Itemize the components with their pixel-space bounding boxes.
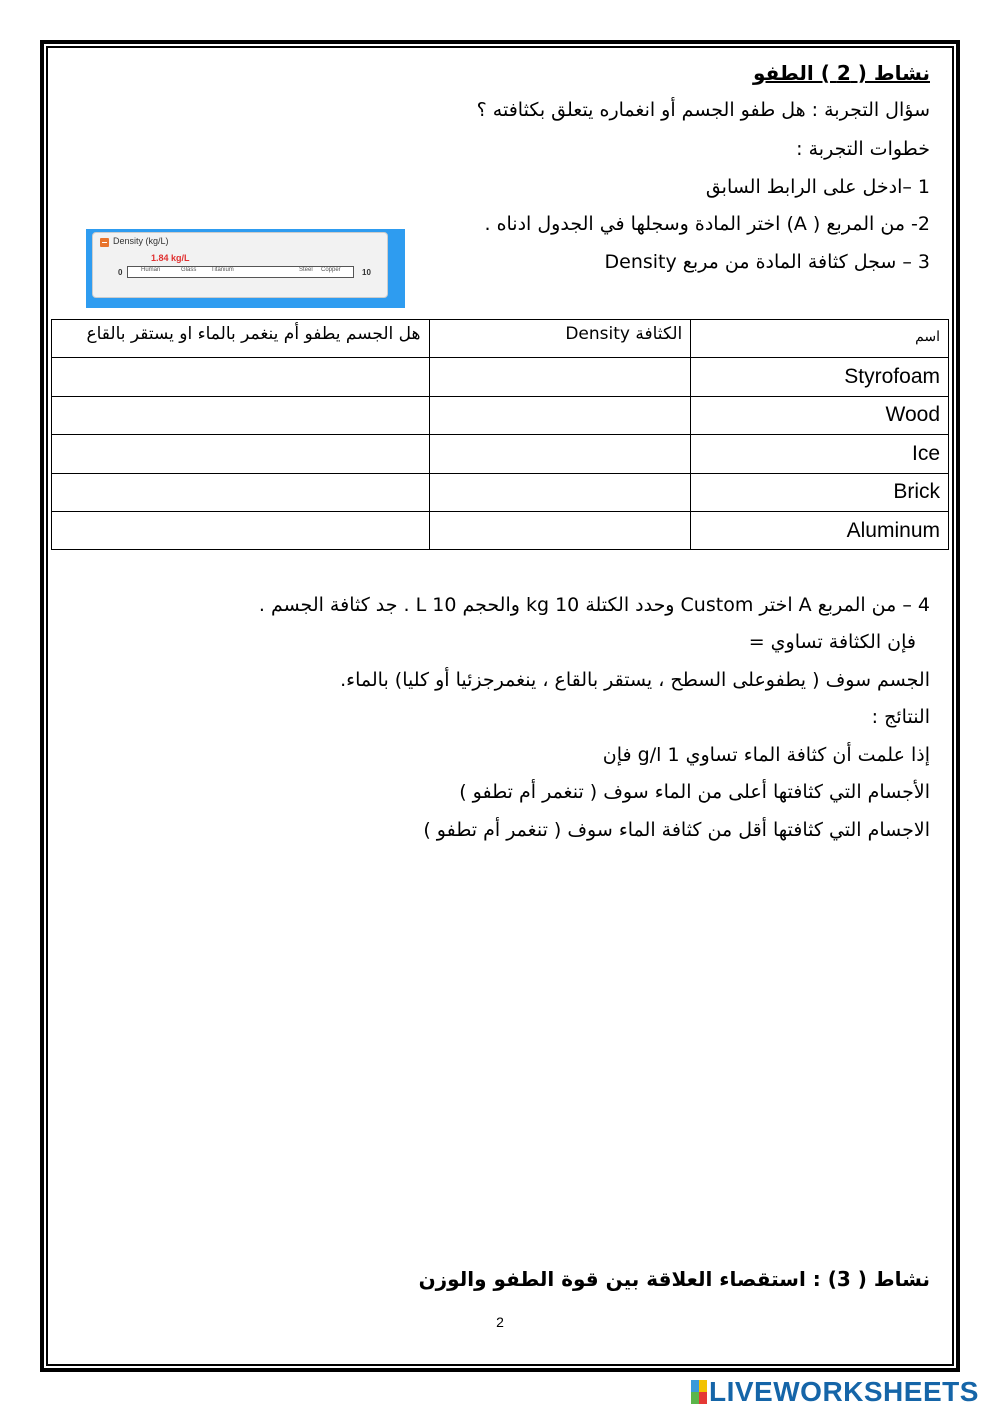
result-answer-cell[interactable] — [52, 435, 430, 473]
activity2-title: نشاط ( 2 ) الطفو — [753, 61, 930, 85]
experiment-question: سؤال التجربة : هل طفو الجسم أو انغماره يتعلق بكثافته ؟ — [476, 99, 930, 121]
table-row — [52, 358, 949, 396]
result-answer-cell[interactable] — [52, 511, 430, 549]
table-header-row — [52, 320, 949, 358]
brand-name: LIVEWORKSHEETS — [709, 1376, 979, 1407]
result-answer-cell[interactable] — [52, 358, 430, 396]
density-widget-screenshot — [86, 229, 405, 308]
results-heading: النتائج : — [871, 706, 930, 728]
scale-tick-label: Human — [141, 267, 161, 273]
results-lower-density: الاجسام التي كثافتها أقل من كثافة الماء سوف ( تنغمر أم تطفو ) — [423, 819, 930, 841]
header-density: الكثافة Density — [429, 320, 691, 358]
activity3-title: نشاط ( 3) : استقصاء العلاقة بين قوة الطفو والوزن — [418, 1267, 930, 1291]
material-name: Brick — [691, 473, 949, 511]
material-name: Styrofoam — [691, 358, 949, 396]
density-answer-cell[interactable] — [429, 473, 691, 511]
step-4-density-result: فإن الكثافة تساوي = — [748, 631, 916, 653]
scale-max: 10 — [362, 268, 371, 277]
step-3: 3 – سجل كثافة المادة من مربع Density — [604, 251, 930, 273]
results-water-density: إذا علمت أن كثافة الماء تساوي 1 g/l فإن — [602, 744, 930, 766]
header-name: اسم — [691, 320, 949, 358]
step-1: 1 –ادخل على الرابط السابق — [705, 176, 930, 198]
density-panel — [92, 232, 388, 298]
step-4-instruction: 4 – من المربع A اختر Custom وحدد الكتلة 10 kg والحجم 10 L . جد كثافة الجسم . — [258, 594, 930, 616]
density-panel-title: Density (kg/L) — [113, 236, 169, 246]
scale-min: 0 — [118, 268, 123, 277]
table-row — [52, 396, 949, 434]
scale-tick-label: Titanium — [211, 267, 234, 273]
scale-tick-label: Glass — [181, 267, 197, 273]
density-answer-cell[interactable] — [429, 396, 691, 434]
density-answer-cell[interactable] — [429, 435, 691, 473]
density-scale — [127, 266, 354, 278]
page-number: 2 — [496, 1314, 504, 1330]
results-higher-density: الأجسام التي كثافتها أعلى من الماء سوف ( تنغمر أم تطفو ) — [459, 781, 930, 803]
density-answer-cell[interactable] — [429, 358, 691, 396]
material-name: Ice — [691, 435, 949, 473]
result-answer-cell[interactable] — [52, 473, 430, 511]
liveworksheets-logo — [691, 1377, 979, 1407]
density-answer-cell[interactable] — [429, 511, 691, 549]
table-row — [52, 511, 949, 549]
material-name: Wood — [691, 396, 949, 434]
table-row — [52, 435, 949, 473]
scale-tick-label: Steel — [299, 267, 313, 273]
density-value: 1.84 kg/L — [151, 253, 190, 263]
liveworksheets-logo-icon — [691, 1380, 707, 1404]
header-result: هل الجسم يطفو أم ينغمر بالماء او يستقر بالقاع — [52, 320, 430, 358]
step-4-outcome: الجسم سوف ( يطفوعلى السطح ، يستقر بالقاع ، ينغمرجزئيا أو كليا) بالماء. — [340, 669, 930, 691]
steps-heading: خطوات التجربة : — [796, 138, 930, 160]
material-name: Aluminum — [691, 511, 949, 549]
step-2: 2- من المربع ( A) اختر المادة وسجلها في الجدول ادناه . — [484, 213, 930, 235]
collapse-icon — [100, 238, 109, 247]
density-table — [51, 319, 949, 550]
table-row — [52, 473, 949, 511]
scale-tick-label: Copper — [321, 267, 341, 273]
result-answer-cell[interactable] — [52, 396, 430, 434]
